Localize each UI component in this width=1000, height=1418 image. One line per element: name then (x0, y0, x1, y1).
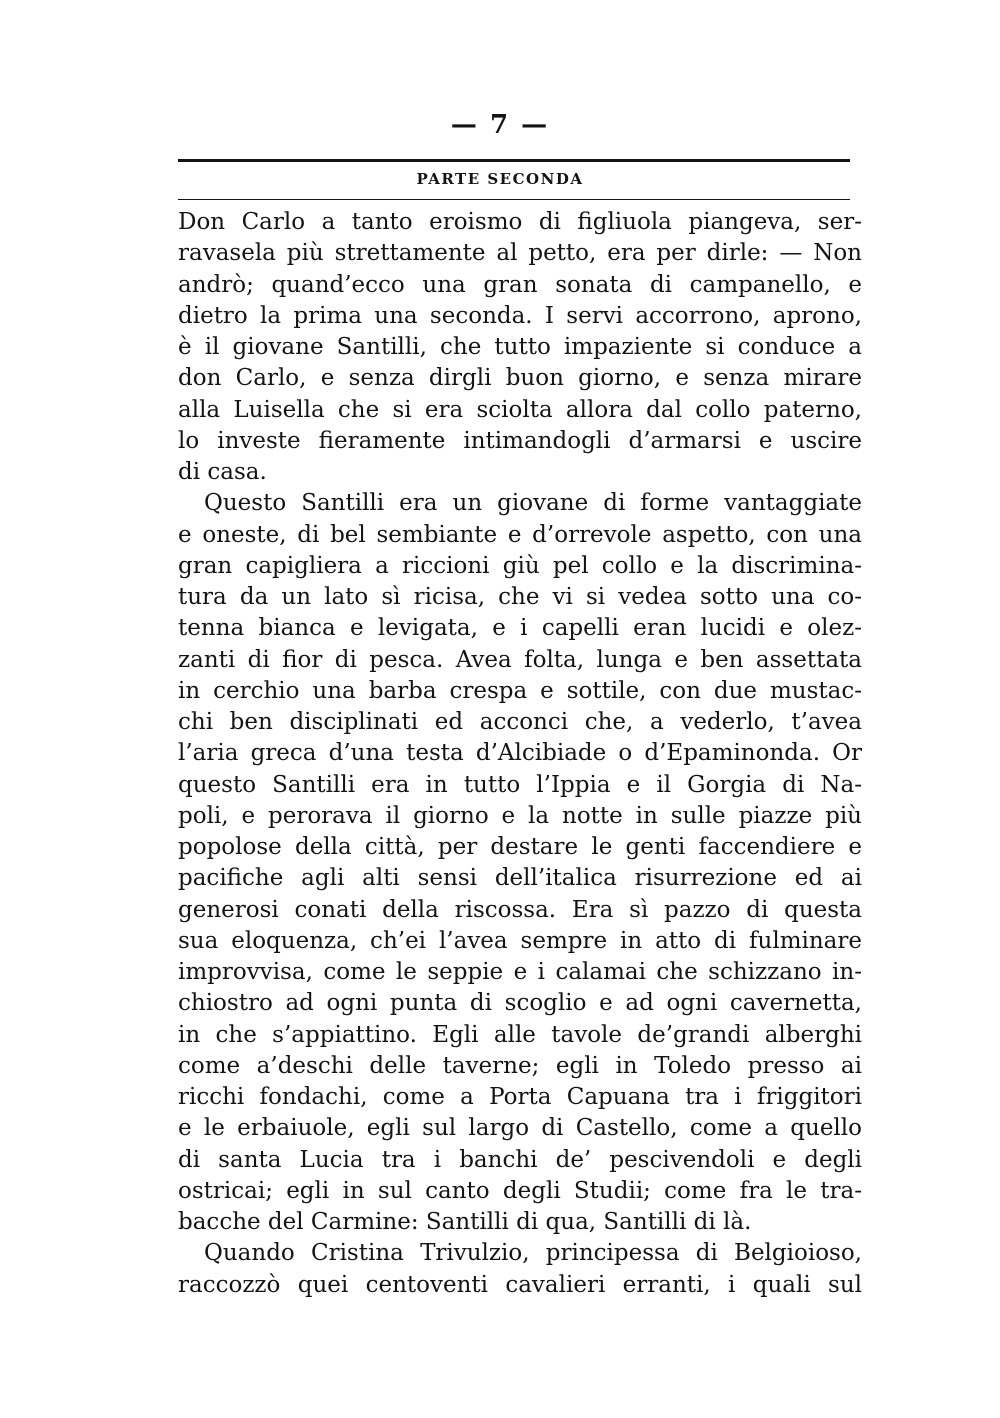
text-line: don Carlo, e senza dirgli buon giorno, e senza mirare (178, 365, 862, 392)
text-line: chi ben disciplinati ed acconci che, a vederlo, t’avea (178, 709, 862, 735)
header-rule-bottom (178, 199, 850, 200)
body-text (178, 207, 862, 1301)
page-number: — 7 — (450, 110, 550, 140)
text-line: ricchi fondachi, come a Porta Capuana tra i friggitori (178, 1084, 862, 1110)
text-line: raccozzò quei centoventi cavalieri erranti, i quali sul (178, 1271, 862, 1298)
text-line: sua eloquenza, ch’ei l’avea sempre in atto di fulminare (178, 927, 862, 954)
text-line: di casa. (178, 459, 267, 485)
text-line: in cerchio una barba crespa e sottile, con due mustac- (178, 677, 862, 704)
text-line: tura da un lato sì ricisa, che vi si vedea sotto una co- (178, 584, 862, 610)
text-line: ostricai; egli in sul canto degli Studii; come fra le tra- (178, 1177, 862, 1204)
text-line: l’aria greca d’una testa d’Alcibiade o d’Epaminonda. Or (178, 740, 862, 767)
text-line: poli, e perorava il giorno e la notte in sulle piazze più (178, 802, 862, 829)
text-line: tenna bianca e levigata, e i capelli eran lucidi e olez- (178, 615, 862, 642)
text-line: alla Luisella che si era sciolta allora dal collo paterno, (178, 396, 862, 423)
text-line: popolose della città, per destare le genti faccendiere e (178, 834, 862, 860)
text-line: zanti di fior di pesca. Avea folta, lunga e ben assettata (178, 646, 862, 673)
text-line: di santa Lucia tra i banchi de’ pescivendoli e degli (178, 1146, 862, 1173)
text-line: improvvisa, come le seppie e i calamai che schizzano in- (178, 959, 862, 985)
text-line: andrò; quand’ecco una gran sonata di campanello, e (178, 271, 862, 298)
text-line: Questo Santilli era un giovane di forme vantaggiate (204, 490, 862, 517)
text-line: e oneste, di bel sembiante e d’orrevole aspetto, con una (178, 521, 862, 548)
text-line: gran capigliera a riccioni giù pel collo e la discrimina- (178, 552, 862, 579)
text-line: dietro la prima una seconda. I servi accorrono, aprono, (178, 302, 862, 329)
header-rule-top (178, 159, 850, 162)
text-line: ravasela più strettamente al petto, era per dirle: — Non (178, 240, 862, 267)
text-line: bacche del Carmine: Santilli di qua, Santilli di là. (178, 1209, 752, 1235)
text-line: Don Carlo a tanto eroismo di figliuola piangeva, ser- (178, 209, 862, 235)
text-line: è il giovane Santilli, che tutto impaziente si conduce a (178, 334, 862, 360)
text-line: in che s’appiattino. Egli alle tavole de’grandi alberghi (178, 1021, 862, 1048)
text-line: pacifiche agli alti sensi dell’italica risurrezione ed ai (178, 865, 862, 892)
text-line: Quando Cristina Trivulzio, principessa di Belgioioso, (204, 1240, 862, 1267)
text-line: come a’deschi delle taverne; egli in Toledo presso ai (178, 1052, 862, 1079)
text-line: generosi conati della riscossa. Era sì pazzo di questa (178, 896, 862, 923)
text-line: lo investe fieramente intimandogli d’armarsi e uscire (178, 427, 862, 454)
text-line: questo Santilli era in tutto l’Ippia e il Gorgia di Na- (178, 771, 862, 798)
running-head: PARTE SECONDA (416, 170, 584, 188)
text-line: e le erbaiuole, egli sul largo di Castello, come a quello (178, 1115, 862, 1142)
text-line: chiostro ad ogni punta di scoglio e ad ogni cavernetta, (178, 990, 862, 1017)
